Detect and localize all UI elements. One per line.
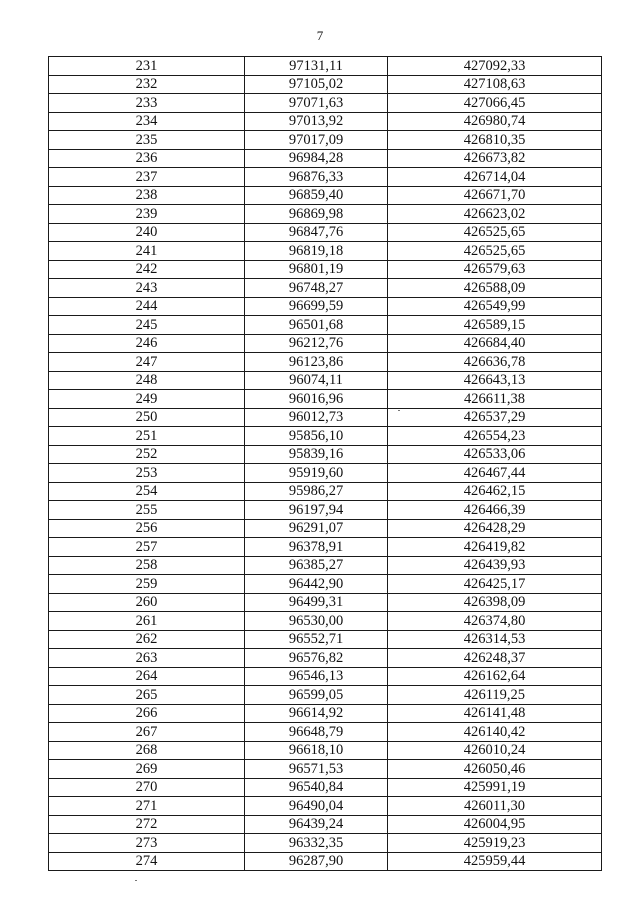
x-coordinate-cell: 96599,05 bbox=[245, 686, 388, 705]
x-coordinate-cell: 96123,86 bbox=[245, 353, 388, 372]
y-coordinate-cell: 426374,80 bbox=[388, 612, 602, 631]
y-coordinate-cell: 426162,64 bbox=[388, 667, 602, 686]
x-coordinate-cell: 96499,31 bbox=[245, 593, 388, 612]
point-number-cell: 267 bbox=[49, 723, 245, 742]
point-number-cell: 262 bbox=[49, 630, 245, 649]
x-coordinate-cell: 96819,18 bbox=[245, 242, 388, 261]
table-row bbox=[49, 704, 602, 723]
y-coordinate-cell: 426537,29 bbox=[388, 408, 602, 427]
y-coordinate-cell: 426141,48 bbox=[388, 704, 602, 723]
y-coordinate-cell: 425919,23 bbox=[388, 834, 602, 853]
y-coordinate-cell: 426588,09 bbox=[388, 279, 602, 298]
x-coordinate-cell: 95919,60 bbox=[245, 464, 388, 483]
point-number-cell: 232 bbox=[49, 75, 245, 94]
x-coordinate-cell: 96699,59 bbox=[245, 297, 388, 316]
table-row bbox=[49, 112, 602, 131]
x-coordinate-cell: 97131,11 bbox=[245, 57, 388, 76]
point-number-cell: 263 bbox=[49, 649, 245, 668]
point-number-cell: 235 bbox=[49, 131, 245, 150]
scan-speck bbox=[135, 880, 137, 881]
x-coordinate-cell: 96012,73 bbox=[245, 408, 388, 427]
y-coordinate-cell: 426980,74 bbox=[388, 112, 602, 131]
table-row bbox=[49, 723, 602, 742]
table-row bbox=[49, 778, 602, 797]
table-row bbox=[49, 760, 602, 779]
x-coordinate-cell: 96016,96 bbox=[245, 390, 388, 409]
y-coordinate-cell: 426119,25 bbox=[388, 686, 602, 705]
table-row bbox=[49, 390, 602, 409]
point-number-cell: 254 bbox=[49, 482, 245, 501]
x-coordinate-cell: 96212,76 bbox=[245, 334, 388, 353]
table-row bbox=[49, 852, 602, 871]
y-coordinate-cell: 426714,04 bbox=[388, 168, 602, 187]
x-coordinate-cell: 96614,92 bbox=[245, 704, 388, 723]
table-row bbox=[49, 131, 602, 150]
y-coordinate-cell: 426398,09 bbox=[388, 593, 602, 612]
table-row bbox=[49, 649, 602, 668]
x-coordinate-cell: 96540,84 bbox=[245, 778, 388, 797]
x-coordinate-cell: 96287,90 bbox=[245, 852, 388, 871]
x-coordinate-cell: 96859,40 bbox=[245, 186, 388, 205]
y-coordinate-cell: 426589,15 bbox=[388, 316, 602, 335]
x-coordinate-cell: 96571,53 bbox=[245, 760, 388, 779]
scan-speck bbox=[398, 410, 400, 411]
y-coordinate-cell: 427108,63 bbox=[388, 75, 602, 94]
table-row bbox=[49, 149, 602, 168]
table-row bbox=[49, 75, 602, 94]
y-coordinate-cell: 427092,33 bbox=[388, 57, 602, 76]
y-coordinate-cell: 426579,63 bbox=[388, 260, 602, 279]
y-coordinate-cell: 426050,46 bbox=[388, 760, 602, 779]
table-row bbox=[49, 223, 602, 242]
x-coordinate-cell: 96648,79 bbox=[245, 723, 388, 742]
table-row bbox=[49, 334, 602, 353]
x-coordinate-cell: 96385,27 bbox=[245, 556, 388, 575]
point-number-cell: 256 bbox=[49, 519, 245, 538]
x-coordinate-cell: 96501,68 bbox=[245, 316, 388, 335]
x-coordinate-cell: 96074,11 bbox=[245, 371, 388, 390]
x-coordinate-cell: 96197,94 bbox=[245, 501, 388, 520]
point-number-cell: 250 bbox=[49, 408, 245, 427]
point-number-cell: 245 bbox=[49, 316, 245, 335]
y-coordinate-cell: 426419,82 bbox=[388, 538, 602, 557]
point-number-cell: 247 bbox=[49, 353, 245, 372]
point-number-cell: 242 bbox=[49, 260, 245, 279]
x-coordinate-cell: 97013,92 bbox=[245, 112, 388, 131]
point-number-cell: 253 bbox=[49, 464, 245, 483]
point-number-cell: 248 bbox=[49, 371, 245, 390]
x-coordinate-cell: 96490,04 bbox=[245, 797, 388, 816]
point-number-cell: 272 bbox=[49, 815, 245, 834]
point-number-cell: 243 bbox=[49, 279, 245, 298]
table-row bbox=[49, 482, 602, 501]
point-number-cell: 258 bbox=[49, 556, 245, 575]
y-coordinate-cell: 426004,95 bbox=[388, 815, 602, 834]
table-row bbox=[49, 316, 602, 335]
x-coordinate-cell: 96291,07 bbox=[245, 519, 388, 538]
table-row bbox=[49, 834, 602, 853]
x-coordinate-cell: 96876,33 bbox=[245, 168, 388, 187]
y-coordinate-cell: 425959,44 bbox=[388, 852, 602, 871]
point-number-cell: 265 bbox=[49, 686, 245, 705]
table-row bbox=[49, 464, 602, 483]
x-coordinate-cell: 97105,02 bbox=[245, 75, 388, 94]
y-coordinate-cell: 426466,39 bbox=[388, 501, 602, 520]
y-coordinate-cell: 426525,65 bbox=[388, 242, 602, 261]
point-number-cell: 257 bbox=[49, 538, 245, 557]
y-coordinate-cell: 426428,29 bbox=[388, 519, 602, 538]
y-coordinate-cell: 426554,23 bbox=[388, 427, 602, 446]
y-coordinate-cell: 426810,35 bbox=[388, 131, 602, 150]
y-coordinate-cell: 426643,13 bbox=[388, 371, 602, 390]
x-coordinate-cell: 95986,27 bbox=[245, 482, 388, 501]
point-number-cell: 241 bbox=[49, 242, 245, 261]
table-row bbox=[49, 797, 602, 816]
x-coordinate-cell: 97071,63 bbox=[245, 94, 388, 113]
y-coordinate-cell: 426671,70 bbox=[388, 186, 602, 205]
y-coordinate-cell: 426549,99 bbox=[388, 297, 602, 316]
y-coordinate-cell: 425991,19 bbox=[388, 778, 602, 797]
table-row bbox=[49, 205, 602, 224]
table-row bbox=[49, 741, 602, 760]
table-row bbox=[49, 297, 602, 316]
coordinates-table bbox=[48, 56, 602, 871]
point-number-cell: 240 bbox=[49, 223, 245, 242]
table-row bbox=[49, 371, 602, 390]
point-number-cell: 231 bbox=[49, 57, 245, 76]
y-coordinate-cell: 426525,65 bbox=[388, 223, 602, 242]
table-row bbox=[49, 186, 602, 205]
x-coordinate-cell: 95856,10 bbox=[245, 427, 388, 446]
table-row bbox=[49, 260, 602, 279]
point-number-cell: 249 bbox=[49, 390, 245, 409]
table-row bbox=[49, 94, 602, 113]
y-coordinate-cell: 426010,24 bbox=[388, 741, 602, 760]
point-number-cell: 264 bbox=[49, 667, 245, 686]
x-coordinate-cell: 95839,16 bbox=[245, 445, 388, 464]
point-number-cell: 260 bbox=[49, 593, 245, 612]
y-coordinate-cell: 426467,44 bbox=[388, 464, 602, 483]
y-coordinate-cell: 426673,82 bbox=[388, 149, 602, 168]
x-coordinate-cell: 96801,19 bbox=[245, 260, 388, 279]
point-number-cell: 233 bbox=[49, 94, 245, 113]
table-row bbox=[49, 445, 602, 464]
y-coordinate-cell: 426533,06 bbox=[388, 445, 602, 464]
table-row bbox=[49, 686, 602, 705]
y-coordinate-cell: 426011,30 bbox=[388, 797, 602, 816]
point-number-cell: 237 bbox=[49, 168, 245, 187]
table-row bbox=[49, 57, 602, 76]
y-coordinate-cell: 426623,02 bbox=[388, 205, 602, 224]
x-coordinate-cell: 96552,71 bbox=[245, 630, 388, 649]
table-row bbox=[49, 575, 602, 594]
point-number-cell: 269 bbox=[49, 760, 245, 779]
table-row bbox=[49, 667, 602, 686]
point-number-cell: 238 bbox=[49, 186, 245, 205]
table-row bbox=[49, 556, 602, 575]
page-number: 7 bbox=[316, 28, 324, 43]
point-number-cell: 268 bbox=[49, 741, 245, 760]
x-coordinate-cell: 96530,00 bbox=[245, 612, 388, 631]
x-coordinate-cell: 96442,90 bbox=[245, 575, 388, 594]
point-number-cell: 259 bbox=[49, 575, 245, 594]
table-row bbox=[49, 519, 602, 538]
x-coordinate-cell: 96546,13 bbox=[245, 667, 388, 686]
point-number-cell: 270 bbox=[49, 778, 245, 797]
x-coordinate-cell: 96332,35 bbox=[245, 834, 388, 853]
point-number-cell: 252 bbox=[49, 445, 245, 464]
point-number-cell: 273 bbox=[49, 834, 245, 853]
y-coordinate-cell: 426462,15 bbox=[388, 482, 602, 501]
point-number-cell: 274 bbox=[49, 852, 245, 871]
point-number-cell: 236 bbox=[49, 149, 245, 168]
table-row bbox=[49, 538, 602, 557]
x-coordinate-cell: 96439,24 bbox=[245, 815, 388, 834]
table-row bbox=[49, 353, 602, 372]
table-row bbox=[49, 242, 602, 261]
point-number-cell: 234 bbox=[49, 112, 245, 131]
y-coordinate-cell: 426314,53 bbox=[388, 630, 602, 649]
y-coordinate-cell: 426611,38 bbox=[388, 390, 602, 409]
point-number-cell: 251 bbox=[49, 427, 245, 446]
y-coordinate-cell: 426684,40 bbox=[388, 334, 602, 353]
x-coordinate-cell: 96618,10 bbox=[245, 741, 388, 760]
table-row bbox=[49, 630, 602, 649]
table-row bbox=[49, 501, 602, 520]
table-row bbox=[49, 408, 602, 427]
point-number-cell: 255 bbox=[49, 501, 245, 520]
table-row bbox=[49, 593, 602, 612]
point-number-cell: 271 bbox=[49, 797, 245, 816]
table-row bbox=[49, 279, 602, 298]
table-row bbox=[49, 168, 602, 187]
x-coordinate-cell: 96378,91 bbox=[245, 538, 388, 557]
y-coordinate-cell: 426636,78 bbox=[388, 353, 602, 372]
x-coordinate-cell: 96984,28 bbox=[245, 149, 388, 168]
point-number-cell: 246 bbox=[49, 334, 245, 353]
table-row bbox=[49, 815, 602, 834]
y-coordinate-cell: 426248,37 bbox=[388, 649, 602, 668]
point-number-cell: 261 bbox=[49, 612, 245, 631]
point-number-cell: 244 bbox=[49, 297, 245, 316]
point-number-cell: 239 bbox=[49, 205, 245, 224]
y-coordinate-cell: 427066,45 bbox=[388, 94, 602, 113]
x-coordinate-cell: 96869,98 bbox=[245, 205, 388, 224]
point-number-cell: 266 bbox=[49, 704, 245, 723]
x-coordinate-cell: 96748,27 bbox=[245, 279, 388, 298]
coordinates-table-body bbox=[49, 57, 602, 871]
y-coordinate-cell: 426140,42 bbox=[388, 723, 602, 742]
x-coordinate-cell: 96576,82 bbox=[245, 649, 388, 668]
y-coordinate-cell: 426439,93 bbox=[388, 556, 602, 575]
x-coordinate-cell: 96847,76 bbox=[245, 223, 388, 242]
y-coordinate-cell: 426425,17 bbox=[388, 575, 602, 594]
table-row bbox=[49, 427, 602, 446]
table-row bbox=[49, 612, 602, 631]
x-coordinate-cell: 97017,09 bbox=[245, 131, 388, 150]
